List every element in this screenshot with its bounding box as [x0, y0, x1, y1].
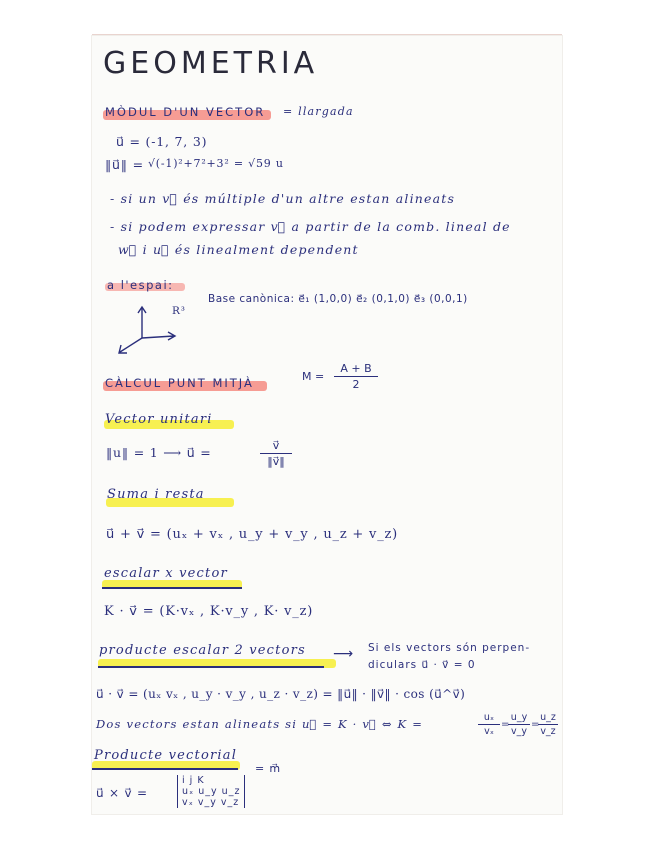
modul-line-dependent: w⃗ i u⃗ és linealment dependent — [118, 242, 359, 257]
producte-escalar-heading: producte escalar 2 vectors — [99, 643, 306, 658]
unitari-formula: ‖u‖ = 1 ⟶ u⃗ = — [106, 445, 212, 460]
modul-norm-value: √(-1)²+7²+3² = √59 u — [148, 157, 284, 170]
producte-escalar-underline — [98, 666, 324, 668]
punt-mitja-lhs: M = — [302, 370, 325, 383]
alineats-condition: Dos vectors estan alineats si u⃗ = K · v⃗ ⇔ K = — [96, 717, 424, 731]
page-title: GEOMETRIA — [103, 46, 319, 81]
escalar-formula: K · v⃗ = (K·vₓ , K·v_y , K· v_z) — [104, 604, 314, 619]
punt-mitja-denominator: 2 — [352, 378, 360, 391]
determinant-row-3: vₓ v_y v_z — [182, 797, 240, 808]
unitari-fraction — [260, 439, 292, 468]
unitari-numerator: v⃗ — [272, 439, 280, 452]
producte-vectorial-underline — [92, 768, 238, 770]
ratio-z-num: u_z — [540, 712, 556, 723]
unitari-denominator: ‖v⃗‖ — [267, 455, 285, 468]
producte-escalar-formula: u⃗ · v⃗ = (uₓ vₓ , u_y · v_y , u_z · v_z) = ‖u⃗‖ · ‖v⃗‖ · cos (u⃗^v⃗) — [96, 687, 466, 701]
punt-mitja-fraction — [334, 362, 378, 391]
espai-base-canonica: Base canònica: e⃗₁ (1,0,0) e⃗₂ (0,1,0) e⃗₃ (0,0,1) — [208, 293, 468, 305]
perpendicular-note-2: diculars u⃗ · v⃗ = 0 — [368, 659, 476, 671]
ratio-z-den: v_z — [540, 726, 556, 737]
modul-heading: MÒDUL D'UN VECTOR — [105, 105, 266, 119]
modul-line-comb-lineal: - si podem expressar v⃗ a partir de la comb. lineal de — [110, 219, 511, 234]
suma-formula: u⃗ + v⃗ = (uₓ + vₓ , u_y + v_y , u_z + v_z) — [106, 527, 399, 542]
ratio-x-den: vₓ — [484, 726, 494, 737]
producte-vectorial-eq-m: = m⃗ — [255, 762, 281, 775]
producte-vectorial-lhs: u⃗ × v⃗ = — [96, 786, 148, 800]
suma-heading: Suma i resta — [107, 487, 205, 502]
ratio-y-den: v_y — [511, 726, 527, 737]
determinant-matrix — [177, 775, 245, 808]
axes-3d-sketch — [112, 300, 182, 360]
punt-mitja-numerator: A + B — [340, 362, 372, 375]
ratio-x-num: uₓ — [483, 712, 495, 723]
unitari-heading: Vector unitari — [105, 412, 213, 427]
ratio-y — [508, 712, 530, 737]
modul-line-alineats: - si un v⃗ és múltiple d'un altre estan alineats — [110, 191, 456, 206]
ratio-equals-2: = — [531, 719, 540, 730]
determinant-row-1: i j K — [182, 775, 205, 786]
espai-r3: R³ — [172, 305, 186, 317]
producte-vectorial-heading: Producte vectorial — [94, 748, 238, 763]
ratio-equals-1: = — [501, 719, 510, 730]
ratio-x — [478, 712, 500, 737]
ratio-z — [538, 712, 558, 737]
escalar-heading: escalar x vector — [104, 566, 228, 581]
perpendicular-note-1: Si els vectors són perpen- — [368, 642, 531, 654]
determinant-row-2: uₓ u_y u_z — [182, 786, 241, 797]
escalar-underline — [102, 587, 242, 589]
espai-heading: a l'espai: — [107, 278, 174, 292]
producte-escalar-arrow: ⟶ — [333, 646, 354, 662]
ratio-y-num: u_y — [510, 712, 528, 723]
modul-norm-label: ‖u⃗‖ = — [105, 157, 144, 172]
modul-vector-definition: u⃗ = (-1, 7, 3) — [116, 134, 208, 149]
modul-note: = llargada — [283, 105, 354, 118]
punt-mitja-heading: CÀLCUL PUNT MITJÀ — [105, 376, 254, 390]
